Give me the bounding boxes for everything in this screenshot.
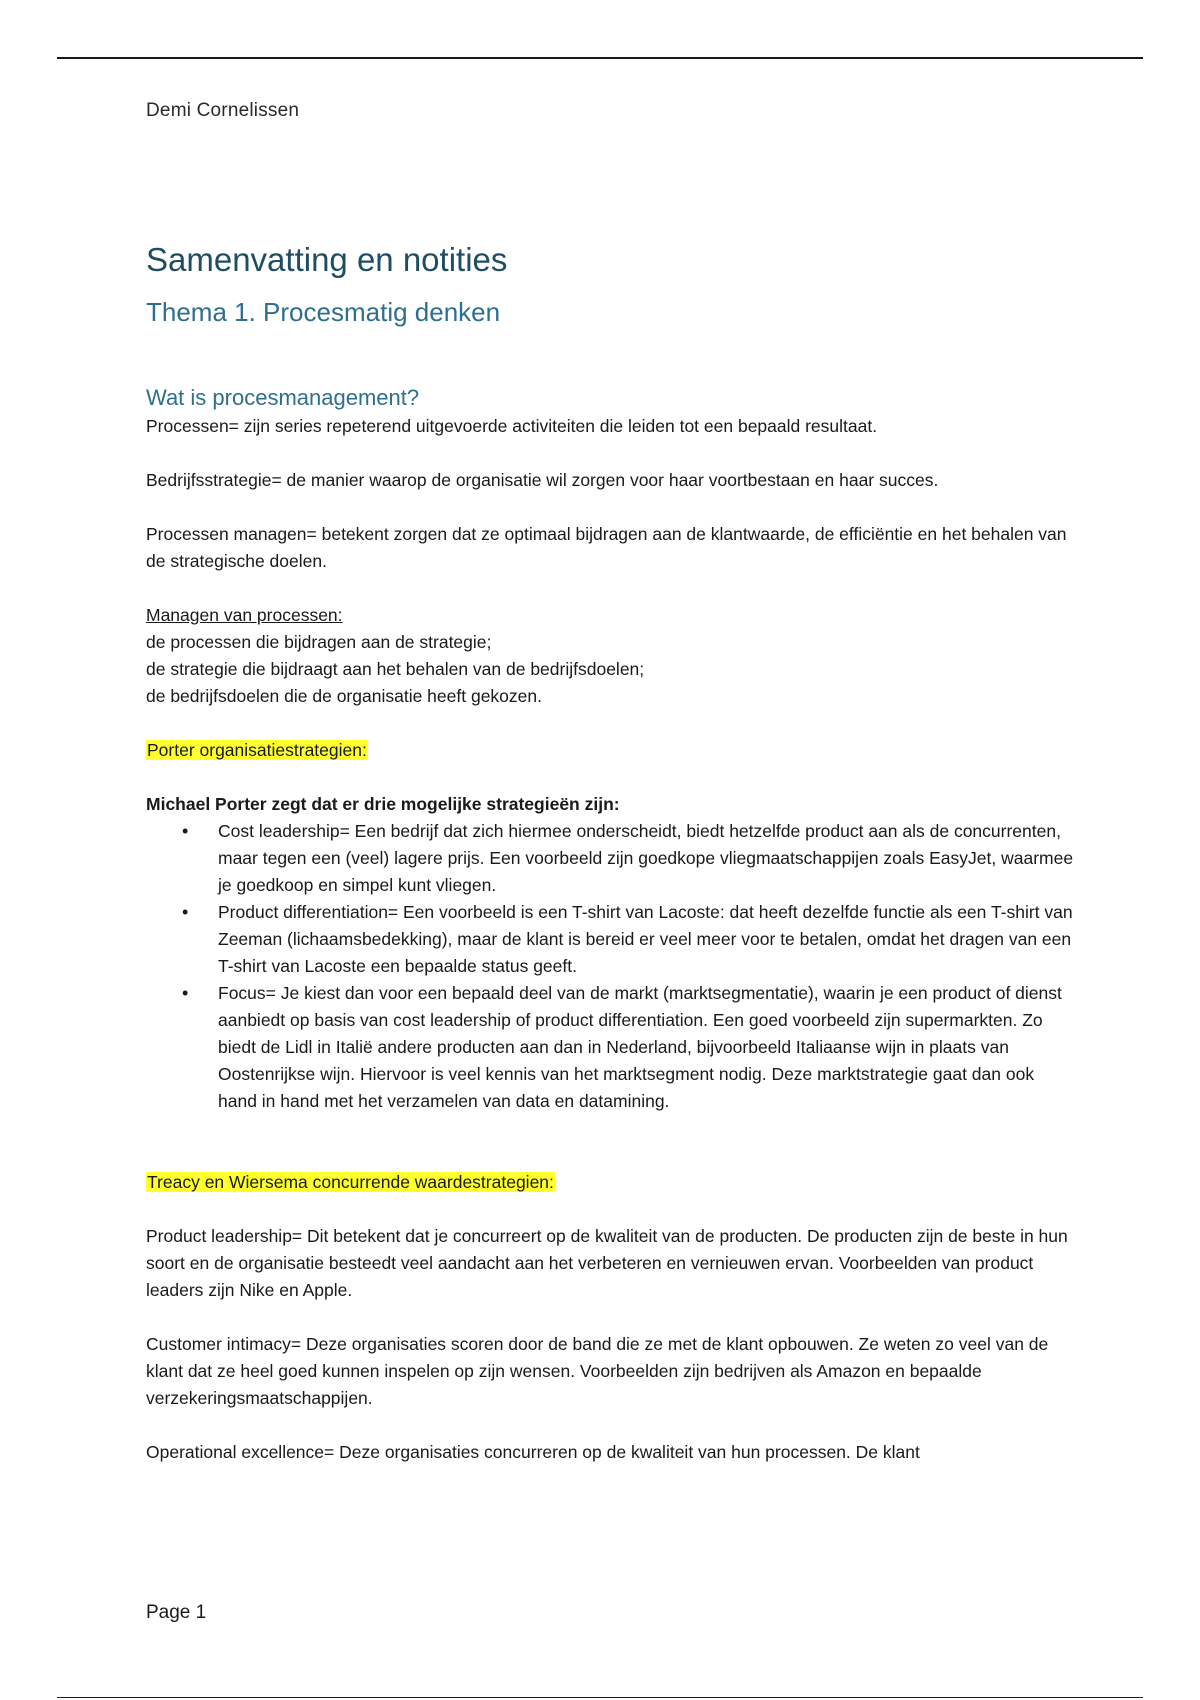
footer-rule: [57, 1697, 1143, 1698]
list-item-cost-leadership: • Cost leadership= Een bedrijf dat zich hiermee onderscheidt, biedt hetzelfde product aan als de concurrenten, maar tegen een (veel) lagere prijs. Een voorbeeld zijn goedkope vliegmaatschappijen zoals EasyJet, waarmee je goedkoop en simpel kunt vliegen.: [218, 818, 1076, 899]
managing-line: de strategie die bijdraagt aan het behalen van de bedrijfsdoelen;: [146, 659, 645, 680]
managing-line: de processen die bijdragen aan de strategie;: [146, 632, 492, 653]
paragraph-processen: Processen= zijn series repeterend uitgevoerde activiteiten die leiden tot een bepaald resultaat.: [146, 416, 878, 437]
theme-title: Thema 1. Procesmatig denken: [146, 296, 501, 327]
paragraph-processen-managen: Processen managen= betekent zorgen dat ze optimaal bijdragen aan de klantwaarde, de efficiëntie en het behalen van de strategische doelen.: [146, 524, 1067, 572]
paragraph-product-leadership: Product leadership= Dit betekent dat je concurreert op de kwaliteit van de producten. De producten zijn de beste in hun soort en de organisatie besteedt veel aandacht aan het verbeteren en vernieuwen ervan. Voorbeelden van product leaders zijn Nike en Apple.: [146, 1226, 1068, 1301]
porter-heading: Porter organisatiestrategien:: [147, 740, 367, 761]
managing-label: Managen van processen:: [146, 605, 343, 626]
porter-intro: Michael Porter zegt dat er drie mogelijke strategieën zijn:: [146, 794, 620, 815]
paragraph-bedrijfsstrategie: Bedrijfsstrategie= de manier waarop de organisatie wil zorgen voor haar voortbestaan en haar succes.: [146, 470, 939, 491]
managing-line: de bedrijfsdoelen die de organisatie heeft gekozen.: [146, 686, 542, 707]
porter-strategy-list: [146, 818, 1076, 1115]
paragraph-customer-intimacy: Customer intimacy= Deze organisaties scoren door de band die ze met de klant opbouwen. Ze weten zo veel van de klant dat ze heel goed kunnen inspelen op zijn wensen. Voorbeelden zijn bedrijven als Amazon en bepaalde verzekeringsmaatschappijen.: [146, 1334, 1049, 1409]
header-rule: [57, 57, 1143, 59]
document-body: [146, 240, 1076, 1466]
list-item-product-differentiation: • Product differentiation= Een voorbeeld is een T-shirt van Lacoste: dat heeft dezelfde functie als een T-shirt van Zeeman (lichaamsbedekking), maar de klant is bereid er veel meer voor te betalen, omdat het dragen van een T-shirt van Lacoste een bepaalde status geeft.: [218, 899, 1076, 980]
paragraph-operational-excellence: Operational excellence= Deze organisaties concurreren op de kwaliteit van hun processen. De klant: [146, 1442, 920, 1463]
treacy-heading: Treacy en Wiersema concurrende waardestrategien:: [147, 1172, 554, 1193]
page-number: Page 1: [146, 1602, 207, 1623]
author-name: Demi Cornelissen: [146, 100, 300, 121]
document-title: Samenvatting en notities: [146, 241, 508, 278]
list-item-focus: • Focus= Je kiest dan voor een bepaald deel van de markt (marktsegmentatie), waarin je een product of dienst aanbiedt op basis van cost leadership of product differentiation. Een goed voorbeeld zijn supermarkten. Zo biedt de Lidl in Italië andere producten aan dan in Nederland, bijvoorbeeld Italiaanse wijn in plaats van Oostenrijkse wijn. Hiervoor is veel kennis van het marktsegment nodig. Deze marktstrategie gaat dan ook hand in hand met het verzamelen van data en datamining.: [218, 980, 1076, 1115]
section-heading-procesmanagement: Wat is procesmanagement?: [146, 384, 420, 410]
